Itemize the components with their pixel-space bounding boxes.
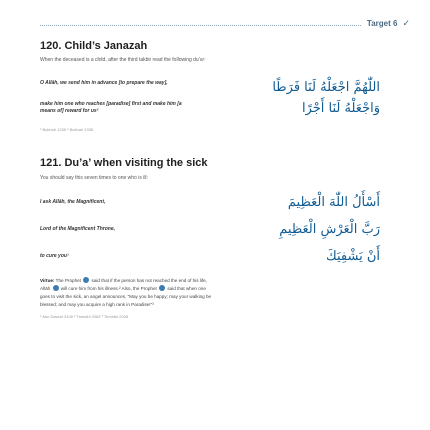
virtue-text-6: goes to visit the sick, an angel announces, “May you be happy; may your walking be [40,294,212,299]
virtue-text-1: The Prophet [55,278,81,283]
section-120-intro: When the deceased is a child, after the third takbir read the following du’a¹: [40,57,206,63]
dua-121-line-2-ar: رَبَّ الْعَرْشِ الْعَظِيمِ [279,222,380,237]
dua-120-line-2-ar: وَاجْعَلْهُ لَنَا أَجْرًا [301,101,380,116]
section-121-intro: You should say this seven times to one who is ill: [40,175,148,181]
section-121-reference: ¹ Abu Dawud 3106 ² Tirmidhi 2083 ³ Tirmidhi 2008 [40,314,129,319]
dua-121-line-3-en: to cure you¹ [40,253,69,259]
virtue-paragraph [40,277,340,309]
dotted-leader [40,25,361,26]
salutation-icon [83,277,89,283]
section-121-title: 121. Du’a’ when visiting the sick [40,157,208,169]
virtue-text-4: will cure him from his illness.² Also, the Prophet [60,286,157,291]
dua-121-line-3-ar: أَنْ يَشْفِيَكَ [326,249,380,264]
virtue-text-2: said that if the person has not reached the end of his life, [91,278,207,283]
check-icon: ✓ [402,17,410,28]
target-header [40,12,410,34]
dua-121-line-1-en: I ask Allāh, the Magnificent, [40,199,106,205]
section-120-title: 120. Child’s Janazah [40,40,148,52]
dua-120-line-1-en: O Allāh, we send him in advance [to prepare the way], [40,80,168,86]
salutation-icon [53,285,59,291]
section-120-reference: ¹ Bukhari 1335 ² Bukhari 1335 [40,127,94,132]
virtue-label: Virtue: [40,278,55,283]
virtue-text-3: Allāh [40,286,51,291]
salutation-icon [159,285,165,291]
virtue-text-7: blessed; and may you acquire a high rank in Paradise!”³ [40,302,154,307]
target-label: Target 6 [366,18,398,28]
virtue-text-5: said that when one [167,286,206,291]
dua-120-line-2-en: make him one who reaches [paradise] first and make him [a means of] reward for us² [40,101,182,114]
dua-121-line-1-ar: أَسْأَلُ اللّٰهَ الْعَظِيمَ [287,195,380,210]
dua-121-line-2-en: Lord of the Magnificent Throne, [40,226,115,232]
dua-120-line-1-ar: اللّٰهُمَّ اجْعَلْهُ لَنَا فَرَطًا [272,80,380,95]
